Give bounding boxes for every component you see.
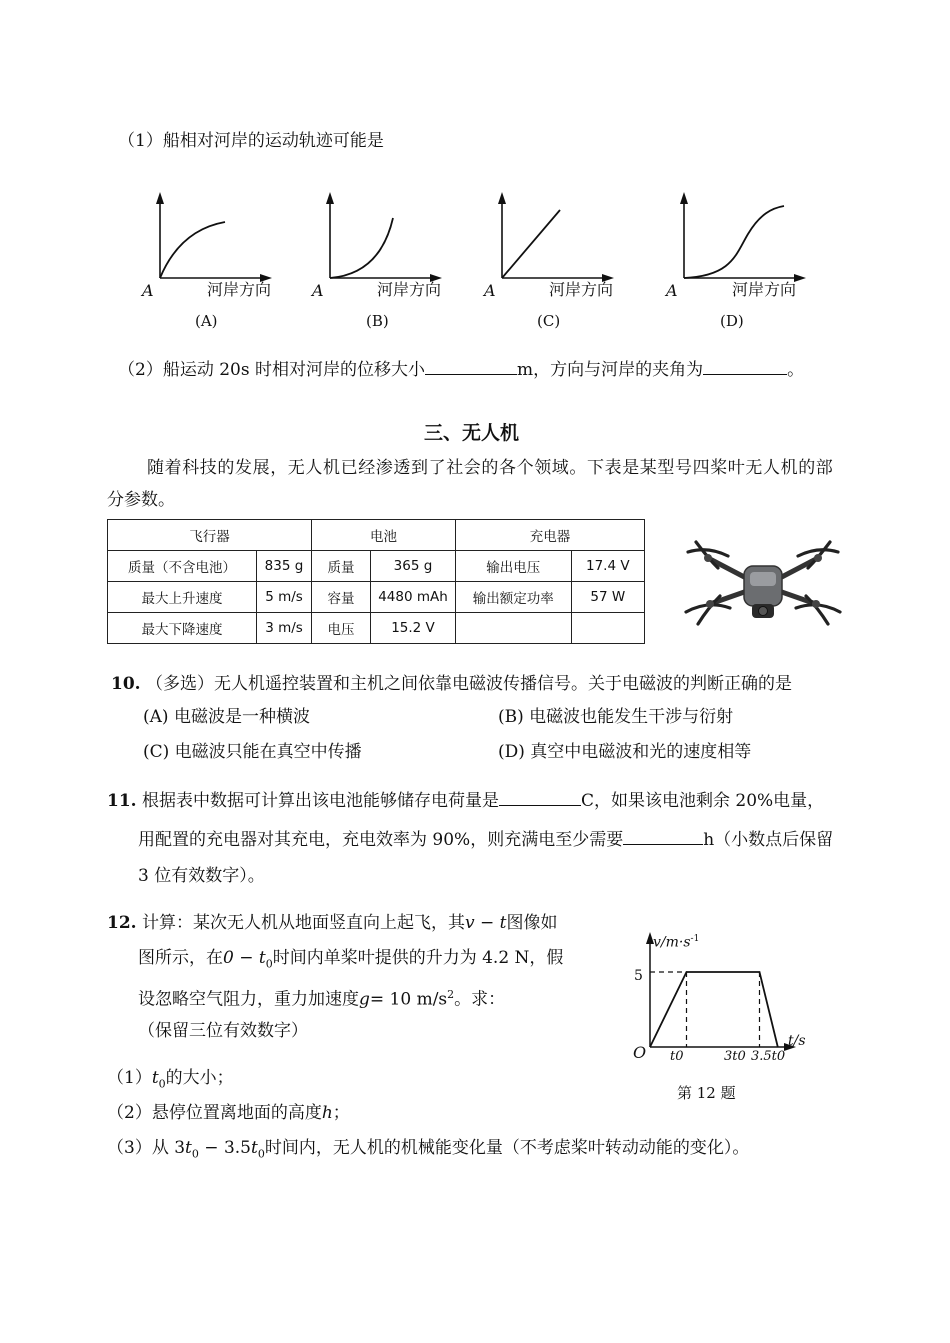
vt-tick-t0: t0 <box>670 1049 684 1064</box>
q12-vt: v − t <box>464 913 507 933</box>
table-header-battery: 电池 <box>312 520 456 551</box>
q12-sub1-t: t <box>151 1068 159 1088</box>
q11-line1 <box>107 789 824 811</box>
q12-text-3c: 。求： <box>454 989 506 1010</box>
option-b-label: (B) <box>366 312 389 330</box>
angle-blank[interactable] <box>703 358 787 375</box>
q11-text-b: C，如果该电池剩余 20%电量， <box>580 791 825 811</box>
table-cell: 输出电压 <box>456 551 572 582</box>
q12-sub1-sub: 0 <box>158 1077 166 1091</box>
q11-text-a: 根据表中数据可计算出该电池能够储存电荷量是 <box>141 791 499 811</box>
q12-text-1b: 图像如 <box>506 913 558 933</box>
table-cell: 最大上升速度 <box>108 582 257 613</box>
vt-origin: O <box>633 1043 647 1062</box>
table-cell: 4480 mAh <box>371 582 456 613</box>
charge-time-blank[interactable] <box>623 828 703 845</box>
table-row <box>108 613 645 644</box>
graph-b-axis-label: 河岸方向 <box>377 280 442 299</box>
graph-d-axis-label: 河岸方向 <box>732 280 797 299</box>
q10-stem-text: （多选）无人机遥控装置和主机之间依靠电磁波传播信号。关于电磁波的判断正确的是 <box>145 674 792 694</box>
option-a-label: (A) <box>195 312 218 330</box>
table-row <box>108 551 645 582</box>
q12-sub3-s1: 0 <box>191 1147 199 1161</box>
table-cell: 质量 <box>312 551 371 582</box>
option-d-letter: (D) <box>720 312 744 330</box>
vt-tick-35t0: 3.5t0 <box>751 1049 786 1064</box>
table-cell: 365 g <box>371 551 456 582</box>
table-cell: 质量（不含电池） <box>108 551 257 582</box>
vt-ylabel-text: v/m·s <box>653 934 691 951</box>
graph-d-origin: A <box>666 281 678 300</box>
table-cell: 57 W <box>571 582 644 613</box>
vt-tick-5: 5 <box>634 968 643 984</box>
q12-line2 <box>138 948 563 974</box>
table-cell: 电压 <box>312 613 371 644</box>
table-cell: 835 g <box>257 551 312 582</box>
q12-sub2-h: h <box>321 1103 333 1123</box>
vt-xlabel <box>788 1031 806 1051</box>
table-cell: 5 m/s <box>257 582 312 613</box>
q12-sub2-a: （2）悬停位置离地面的高度 <box>107 1103 322 1123</box>
q11-text-c: 用配置的充电器对其充电，充电效率为 90%，则充满电至少需要 <box>138 830 624 850</box>
table-cell <box>456 613 572 644</box>
q9-part2-text-a: （2）船运动 20s 时相对河岸的位移大小 <box>118 360 425 380</box>
q12-line1 <box>107 913 557 933</box>
q9-part2-text-c: 。 <box>787 360 805 380</box>
drone-params-table <box>107 519 645 644</box>
section-intro-line1: 随着科技的发展，无人机已经渗透到了社会的各个领域。下表是某型号四桨叶无人机的部 <box>147 458 834 478</box>
q11-line2 <box>138 828 833 850</box>
q12-number: 12. <box>107 913 137 933</box>
q12-sub2-b: ； <box>332 1103 350 1123</box>
q10-option-d[interactable]: (D) 真空中电磁波和光的速度相等 <box>498 742 752 762</box>
table-cell: 输出额定功率 <box>456 582 572 613</box>
table-cell: 容量 <box>312 582 371 613</box>
graph-a-origin: A <box>142 281 154 300</box>
q12-sub3 <box>107 1138 749 1164</box>
q11-text-d: h（小数点后保留 <box>703 830 834 850</box>
graph-c-origin: A <box>484 281 496 300</box>
vt-xlabel-text: t/s <box>788 1033 806 1049</box>
drone-image <box>678 532 848 632</box>
q12-line4: （保留三位有效数字） <box>138 1021 308 1041</box>
vt-ylabel-sup: -1 <box>690 934 700 944</box>
q11-number: 11. <box>107 791 137 811</box>
graph-b-origin: A <box>312 281 324 300</box>
table-cell: 3 m/s <box>257 613 312 644</box>
option-c-label: (C) <box>537 312 561 330</box>
table-row <box>108 582 645 613</box>
option-d-label <box>720 312 744 330</box>
q12-text-3b: = 10 m/s <box>369 989 448 1010</box>
vt-ylabel <box>653 929 699 953</box>
q12-line3 <box>138 985 505 1010</box>
vt-caption: 第 12 题 <box>677 1084 736 1102</box>
vt-tick-3t0: 3t0 <box>724 1049 746 1064</box>
q12-sub3-b: 时间内，无人机的机械能变化量（不考虑桨叶转动动能的变化）。 <box>264 1138 750 1158</box>
displacement-blank[interactable] <box>425 358 517 375</box>
q9-part2 <box>118 358 804 380</box>
q11-line3: 3 位有效数字）。 <box>138 866 265 886</box>
q12-sub2 <box>107 1103 350 1123</box>
q12-text-1: 计算：某次无人机从地面竖直向上起飞，其 <box>141 913 465 933</box>
q12-sub1-b: 的大小； <box>165 1068 234 1088</box>
table-cell: 最大下降速度 <box>108 613 257 644</box>
q9-part1: （1）船相对河岸的运动轨迹可能是 <box>118 131 384 151</box>
graph-a-axis-label: 河岸方向 <box>207 280 272 299</box>
q12-text-2a: 图所示，在 <box>138 948 223 968</box>
q12-range-sub: 0 <box>265 957 273 971</box>
q10-option-b[interactable]: (B) 电磁波也能发生干涉与衍射 <box>498 707 734 727</box>
q10-number: 10. <box>111 674 141 694</box>
table-cell: 15.2 V <box>371 613 456 644</box>
q12-sub1-a: （1） <box>107 1068 152 1088</box>
q10-option-a[interactable]: (A) 电磁波是一种横波 <box>143 707 310 727</box>
table-header-charger: 充电器 <box>456 520 645 551</box>
table-header-aircraft: 飞行器 <box>108 520 312 551</box>
q9-part2-text-b: m，方向与河岸的夹角为 <box>516 360 704 380</box>
q12-text-2b: 时间内单桨叶提供的升力为 4.2 N，假 <box>272 948 564 968</box>
q10-stem <box>111 674 792 694</box>
q12-range: 0 − t <box>223 948 266 968</box>
table-cell: 17.4 V <box>571 551 644 582</box>
graph-c-axis-label: 河岸方向 <box>549 280 614 299</box>
q12-sub3-mid: − 3.5 <box>198 1138 251 1158</box>
q12-sup: 2 <box>447 988 455 1001</box>
charge-blank[interactable] <box>499 789 581 806</box>
q12-g: g <box>359 989 370 1010</box>
q12-sub3-s2: 0 <box>257 1147 265 1161</box>
q12-sub3-a: （3）从 3 <box>107 1138 186 1158</box>
q12-sub3-t1: t <box>185 1138 192 1158</box>
q12-sub3-t2: t <box>250 1138 258 1158</box>
section-intro-line2: 分参数。 <box>107 490 175 510</box>
vt-series-line <box>650 972 778 1047</box>
q12-sub1 <box>107 1068 234 1094</box>
q10-option-c[interactable]: (C) 电磁波只能在真空中传播 <box>143 742 362 762</box>
table-cell <box>571 613 644 644</box>
q12-text-3a: 设忽略空气阻力，重力加速度 <box>138 989 359 1010</box>
section-title: 三、无人机 <box>424 422 520 444</box>
